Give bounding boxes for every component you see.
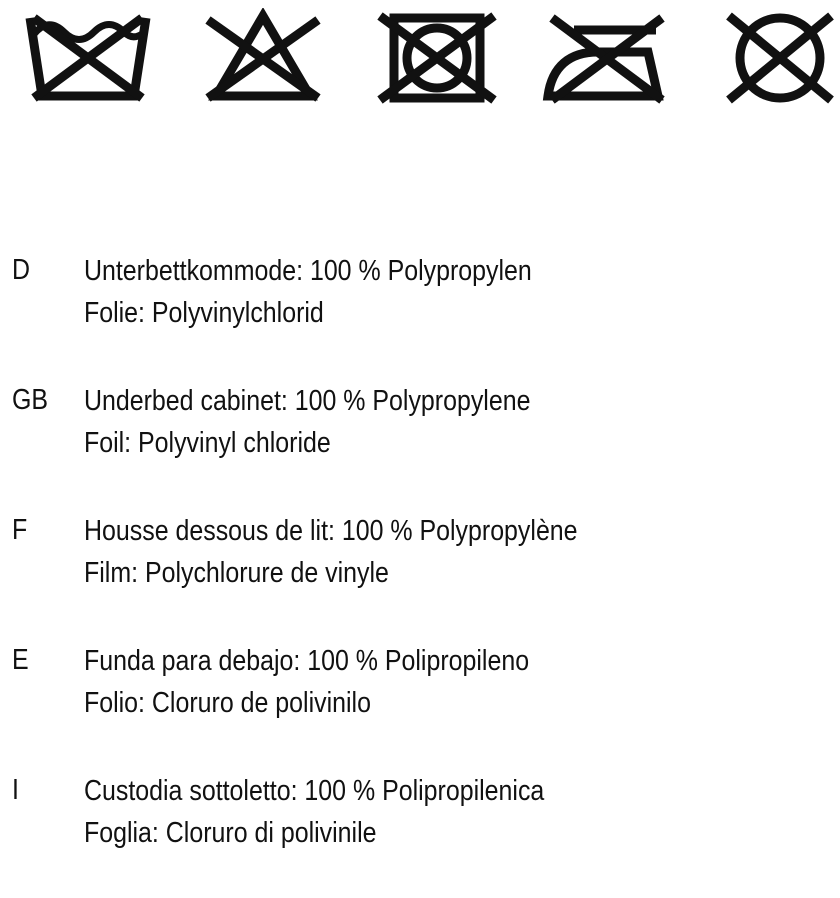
entry-fr (0, 508, 840, 638)
language-code: E (12, 644, 29, 676)
do-not-wash-icon (22, 8, 152, 106)
material-line: Funda para debajo: 100 % Polipropileno (84, 645, 530, 677)
foil-line: Folio: Cloruro de polivinilo (84, 687, 371, 719)
entry-text (84, 380, 824, 464)
foil-line: Foil: Polyvinyl chloride (84, 427, 331, 459)
do-not-iron-icon-svg (540, 8, 670, 106)
material-line: Housse dessous de lit: 100 % Polypropylène (84, 515, 578, 547)
entry-gb (0, 378, 840, 508)
entry-it (0, 768, 840, 898)
entry-text (84, 770, 824, 854)
language-code: F (12, 514, 28, 546)
do-not-tumble-dry-icon (372, 8, 502, 106)
foil-line: Folie: Polyvinylchlorid (84, 297, 324, 329)
entry-es (0, 638, 840, 768)
language-code: GB (12, 384, 49, 416)
do-not-tumble-dry-icon-svg (372, 8, 502, 106)
do-not-bleach-icon-svg (198, 8, 328, 106)
do-not-wash-icon-svg (22, 8, 152, 106)
material-list (0, 248, 840, 898)
foil-line: Film: Polychlorure de vinyle (84, 557, 389, 589)
do-not-iron-icon (540, 8, 670, 106)
entry-text (84, 640, 824, 724)
language-code: I (12, 774, 19, 806)
material-line: Underbed cabinet: 100 % Polypropylene (84, 385, 531, 417)
language-code: D (12, 254, 31, 286)
entry-de (0, 248, 840, 378)
do-not-bleach-icon (198, 8, 328, 106)
entry-text (84, 510, 824, 594)
entry-text (84, 250, 824, 334)
material-line: Custodia sottoletto: 100 % Polipropilenica (84, 775, 545, 807)
foil-line: Foglia: Cloruro di polivinile (84, 817, 377, 849)
do-not-dry-clean-icon (715, 8, 840, 106)
material-line: Unterbettkommode: 100 % Polypropylen (84, 255, 532, 287)
care-symbols-row (0, 0, 840, 110)
do-not-dry-clean-icon-svg (715, 8, 840, 106)
